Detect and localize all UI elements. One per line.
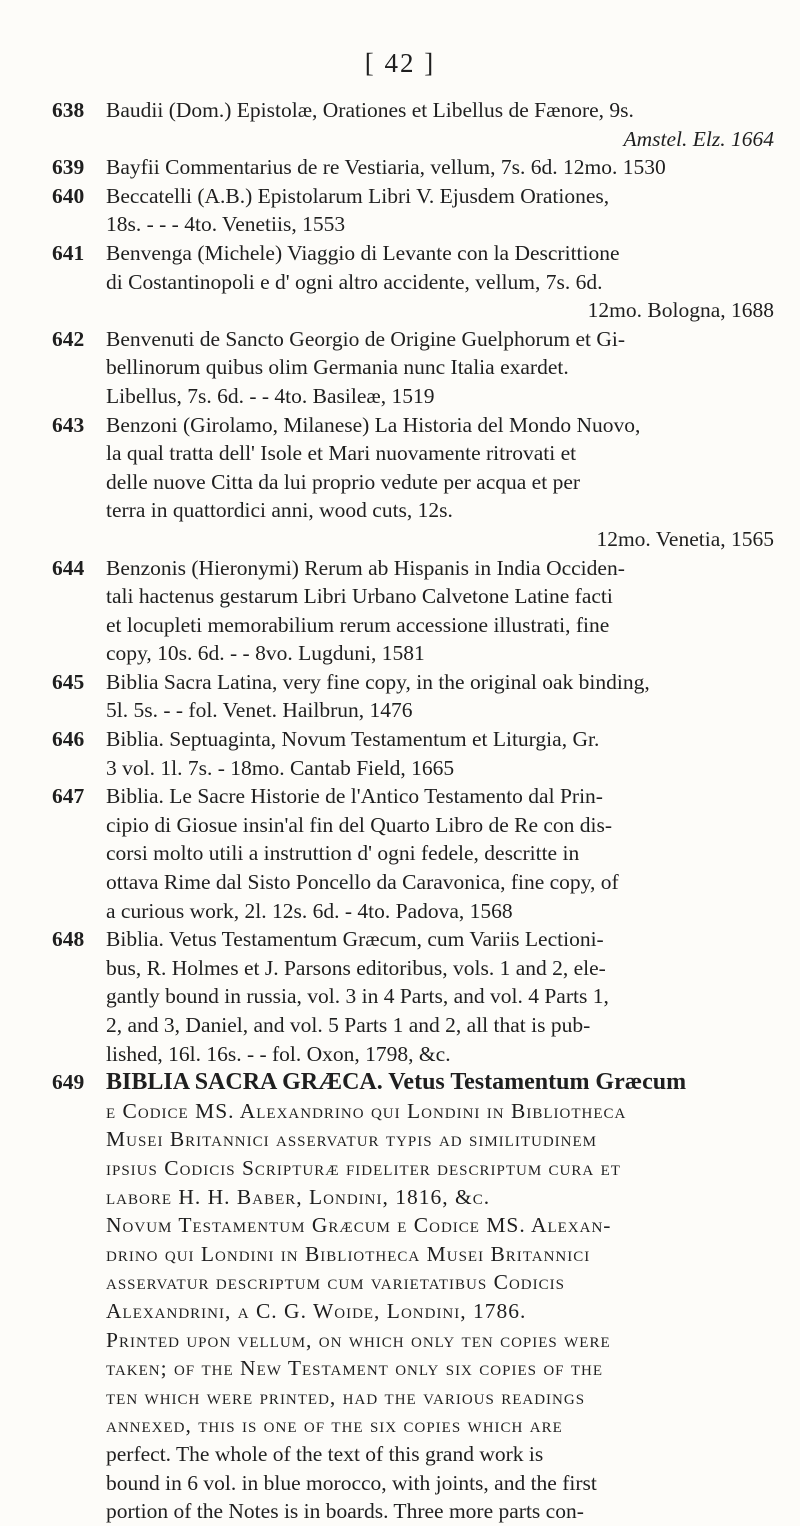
entry-line: delle nuove Citta da lui proprio vedute per acqua et per xyxy=(106,469,581,494)
entry-line: Printed upon vellum, on which only ten copies were xyxy=(106,1327,611,1352)
entry-line: ottava Rime dal Sisto Poncello da Caravonica, fine copy, of xyxy=(106,870,619,895)
entry-number: 647 xyxy=(52,784,85,809)
catalogue-entry xyxy=(52,554,774,668)
entry-line: Benvenga (Michele) Viaggio di Levante con la Descrittione xyxy=(106,240,620,265)
entry-number: 639 xyxy=(52,155,85,180)
catalogue-entry xyxy=(52,153,774,182)
entry-line: Libellus, 7s. 6d. - - 4to. Basileæ, 1519 xyxy=(106,383,435,408)
catalogue-entry xyxy=(52,1068,774,1526)
entry-line: Biblia. Le Sacre Historie de l'Antico Testamento dal Prin- xyxy=(106,784,603,809)
entry-line: lished, 16l. 16s. - - fol. Oxon, 1798, &c. xyxy=(106,1041,451,1066)
entry-line: Biblia. Septuaginta, Novum Testamentum et Liturgia, Gr. xyxy=(106,727,600,752)
entry-line: Biblia. Vetus Testamentum Græcum, cum Variis Lectioni- xyxy=(106,927,604,952)
entry-line: Benzonis (Hieronymi) Rerum ab Hispanis in India Occiden- xyxy=(106,555,625,580)
entry-line: tali hactenus gestarum Libri Urbano Calvetone Latine facti xyxy=(106,584,613,609)
entry-line: bellinorum quibus olim Germania nunc Italia exardet. xyxy=(106,355,569,380)
entry-line: Baudii (Dom.) Epistolæ, Orationes et Libellus de Fænore, 9s. xyxy=(106,98,634,122)
page-number: [ 42 ] xyxy=(364,48,436,78)
entry-line: Amstel. Elz. 1664 xyxy=(623,126,774,151)
entry-number: 649 xyxy=(52,1070,85,1095)
entry-line: gantly bound in russia, vol. 3 in 4 Parts, and vol. 4 Parts 1, xyxy=(106,984,609,1009)
entry-line: la qual tratta dell' Isole et Mari nuovamente ritrovati et xyxy=(106,441,577,466)
entry-line: 2, and 3, Daniel, and vol. 5 Parts 1 and 2, all that is pub- xyxy=(106,1013,591,1037)
entry-number: 641 xyxy=(52,240,85,265)
entry-line: Bayfii Commentarius de re Vestiaria, vellum, 7s. 6d. 12mo. 1530 xyxy=(106,155,666,180)
entry-line: Musei Britannici asservatur typis ad similitudinem xyxy=(106,1127,597,1152)
entry-line: Benvenuti de Sancto Georgio de Origine Guelphorum et Gi- xyxy=(106,326,626,351)
catalogue-entry xyxy=(52,411,774,554)
entry-line: Biblia Sacra Latina, very fine copy, in the original oak binding, xyxy=(106,669,650,694)
entry-line: labore H. H. Baber, Londini, 1816, &c. xyxy=(106,1184,491,1209)
entry-line: taken; of the New Testament only six copies of the xyxy=(106,1356,604,1381)
entry-line: annexed, this is one of the six copies which are xyxy=(106,1413,563,1438)
catalogue-entry xyxy=(52,325,774,411)
entry-line: bus, R. Holmes et J. Parsons editoribus, vols. 1 and 2, ele- xyxy=(106,955,606,980)
catalogue-entry xyxy=(52,239,774,325)
entry-line: ten which were printed, had the various readings xyxy=(106,1384,586,1409)
entry-number: 648 xyxy=(52,927,85,952)
entry-line: et locupleti memorabilium rerum accessione illustrati, fine xyxy=(106,612,610,637)
entry-line: 12mo. Bologna, 1688 xyxy=(587,298,774,323)
entry-line: corsi molto utili a instruttion d' ogni fedele, descritte in xyxy=(106,841,580,866)
entry-line: bound in 6 vol. in blue morocco, with joints, and the first xyxy=(106,1470,597,1495)
entry-number: 638 xyxy=(52,98,85,122)
entry-line: Alexandrini, a C. G. Woide, Londini, 1786. xyxy=(106,1298,527,1323)
entry-line: Beccatelli (A.B.) Epistolarum Libri V. Ejusdem Orationes, xyxy=(106,183,610,208)
catalogue-entry xyxy=(52,925,774,1068)
entry-line: BIBLIA SACRA GRÆCA. Vetus Testamentum Græcum xyxy=(106,1069,687,1096)
catalogue-entry xyxy=(52,96,774,153)
entry-line: ipsius Codicis Scripturæ fideliter descriptum cura et xyxy=(106,1155,621,1180)
catalogue-entry xyxy=(52,782,774,925)
entry-line: 5l. 5s. - - fol. Venet. Hailbrun, 1476 xyxy=(106,698,413,723)
catalogue-entry xyxy=(52,668,774,725)
entry-line: terra in quattordici anni, wood cuts, 12s. xyxy=(106,498,453,523)
entry-number: 643 xyxy=(52,412,85,437)
entry-number: 642 xyxy=(52,326,85,351)
entry-line: copy, 10s. 6d. - - 8vo. Lugduni, 1581 xyxy=(106,641,425,666)
entry-line: a curious work, 2l. 12s. 6d. - 4to. Padova, 1568 xyxy=(106,898,513,923)
catalogue-entry xyxy=(52,182,774,239)
entry-line: di Costantinopoli e d' ogni altro accidente, vellum, 7s. 6d. xyxy=(106,269,603,294)
entry-line: 18s. - - - 4to. Venetiis, 1553 xyxy=(106,212,346,237)
entry-number: 645 xyxy=(52,669,85,694)
entry-line: cipio di Giosue insin'al fin del Quarto Libro de Re con dis- xyxy=(106,812,613,837)
entry-line: drino qui Londini in Bibliotheca Musei Britannici xyxy=(106,1241,591,1266)
catalogue-list xyxy=(52,96,774,1526)
entry-line: Benzoni (Girolamo, Milanese) La Historia del Mondo Nuovo, xyxy=(106,412,641,437)
entry-line: portion of the Notes is in boards. Three more parts con- xyxy=(106,1499,584,1524)
entry-number: 646 xyxy=(52,727,85,752)
catalogue-entry xyxy=(52,725,774,782)
entry-line: 12mo. Venetia, 1565 xyxy=(596,526,774,551)
entry-number: 644 xyxy=(52,555,85,580)
entry-line: Novum Testamentum Græcum e Codice MS. Alexan- xyxy=(106,1213,612,1238)
entry-line: perfect. The whole of the text of this grand work is xyxy=(106,1441,544,1466)
entry-line: e Codice MS. Alexandrino qui Londini in Bibliotheca xyxy=(106,1098,627,1123)
entry-number: 640 xyxy=(52,183,85,208)
entry-line: asservatur descriptum cum varietatibus Codicis xyxy=(106,1270,565,1295)
entry-line: 3 vol. 1l. 7s. - 18mo. Cantab Field, 1665 xyxy=(106,755,455,780)
